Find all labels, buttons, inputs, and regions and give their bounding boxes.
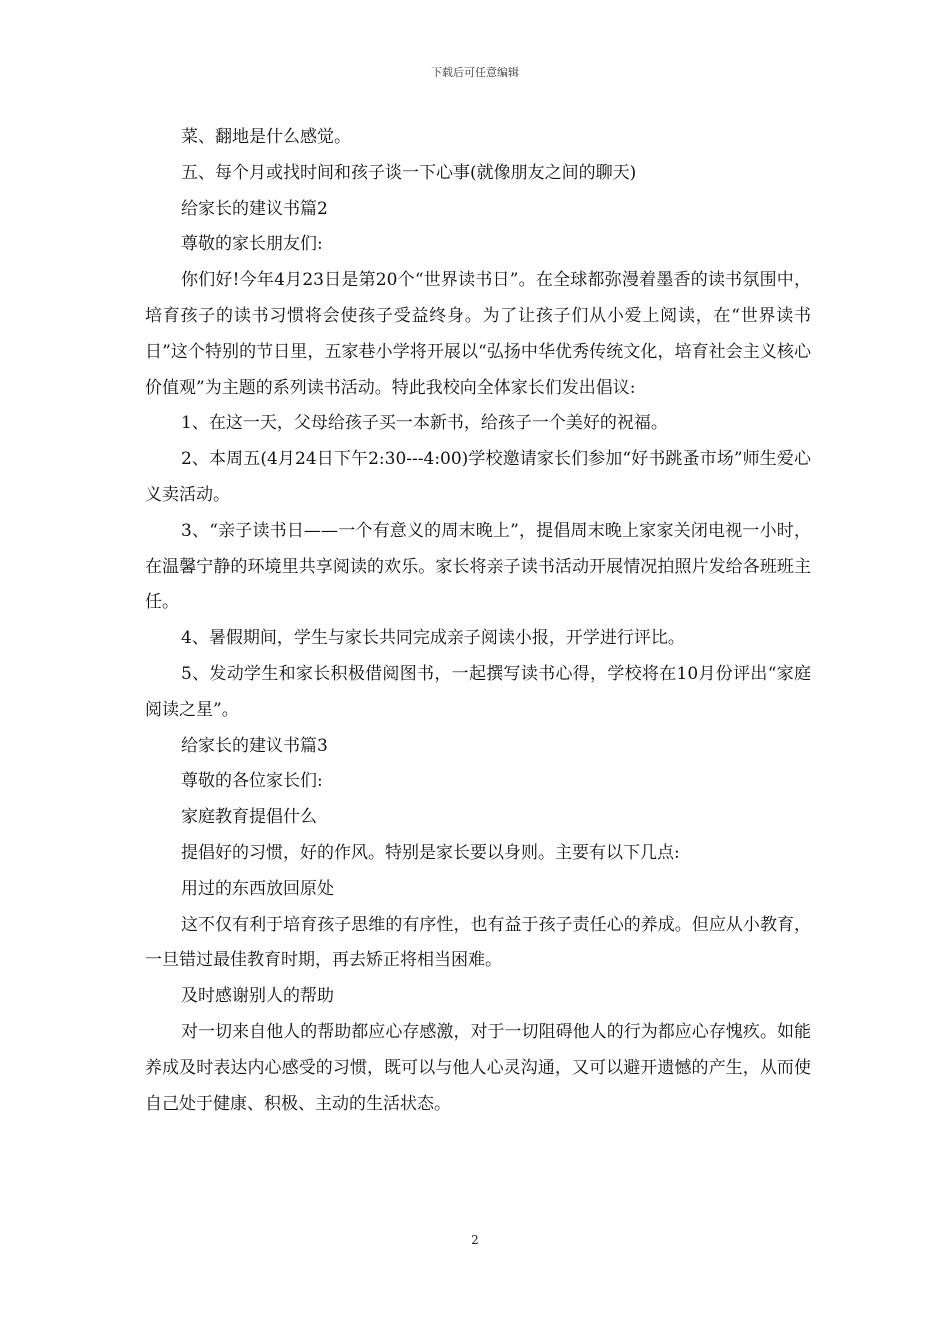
subheading: 用过的东西放回原处 <box>181 878 334 899</box>
list-item: 2、本周五(4月24日下午2:30---4:00)学校邀请家长们参加“好书跳蚤市场”师生爱心义卖活动。 <box>145 449 811 505</box>
paragraph: 对一切来自他人的帮助都应心存感激，对于一切阻碍他人的行为都应心存愧疚。如能养成及时表达内心感受的习惯，既可以与他人心灵沟通，又可以避开遗憾的产生，从而使自己处于健康、积极、主动的生活状态。 <box>145 1021 811 1114</box>
salutation: 尊敬的各位家长们: <box>181 771 323 792</box>
list-item: 5、发动学生和家长积极借阅图书，一起撰写读书心得，学校将在10月份评出“家庭阅读之星”。 <box>145 663 811 720</box>
paragraph: 提倡好的习惯，好的作风。特别是家长要以身则。主要有以下几点: <box>181 842 680 863</box>
list-item: 1、在这一天，父母给孩子买一本新书，给孩子一个美好的祝福。 <box>181 413 668 434</box>
subheading: 及时感谢别人的帮助 <box>181 986 334 1007</box>
paragraph: 这不仅有利于培育孩子思维的有序性，也有益于孩子责任心的养成。但应从小教育，一旦错过最佳教育时期，再去矫正将相当困难。 <box>145 914 811 971</box>
list-item: 3、“亲子读书日——一个有意义的周末晚上”，提倡周末晚上家家关闭电视一小时，在温馨宁静的环境里共享阅读的欢乐。家长将亲子读书活动开展情况拍照片发给各班班主任。 <box>145 520 811 613</box>
section-heading: 给家长的建议书篇3 <box>181 735 328 756</box>
subheading: 家庭教育提倡什么 <box>181 807 317 828</box>
paragraph: 五、每个月或找时间和孩子谈一下心事(就像朋友之间的聊天) <box>181 162 637 183</box>
list-item: 4、暑假期间，学生与家长共同完成亲子阅读小报，开学进行评比。 <box>181 628 685 649</box>
document-body <box>145 120 811 1122</box>
paragraph: 菜、翻地是什么感觉。 <box>181 127 351 147</box>
section-heading: 给家长的建议书篇2 <box>181 198 328 219</box>
page-header-note: 下载后可任意编辑 <box>431 66 519 79</box>
salutation: 尊敬的家长朋友们: <box>181 234 323 255</box>
page-number: 2 <box>471 1233 479 1247</box>
paragraph: 你们好!今年4月23日是第20个“世界读书日”。在全球都弥漫着墨香的读书氛围中，培育孩子的读书习惯将会使孩子受益终身。为了让孩子们从小爱上阅读，在“世界读书日”这个特别的节日里，五家巷小学将开展以“弘扬中华优秀传统文化，培育社会主义核心价值观”为主题的系列读书活动。特此我校向全体家长们发出倡议: <box>145 270 811 398</box>
